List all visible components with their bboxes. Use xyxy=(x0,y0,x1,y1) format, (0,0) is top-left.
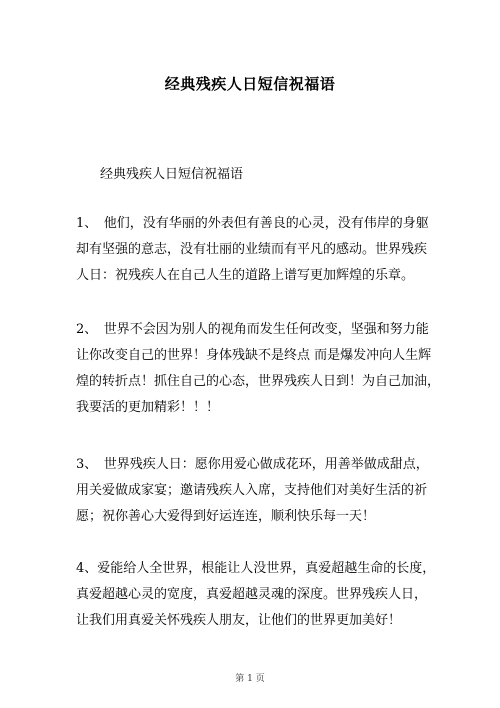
paragraph-line: 煌的转折点！抓住自己的心态，世界残疾人日到！为自己加油， xyxy=(76,374,441,389)
paragraph-line: 3、 世界残疾人日：愿你用爱心做成花环，用善举做成甜点， xyxy=(76,457,429,472)
paragraph-line: 真爱超越心灵的宽度，真爱超越灵魂的深度。世界残疾人日， xyxy=(76,587,428,602)
paragraph-2 xyxy=(76,317,441,421)
paragraph-1 xyxy=(76,211,429,289)
paragraph-line: 却有坚强的意志，没有壮丽的业绩而有平凡的感动。世界残疾 xyxy=(76,242,428,257)
paragraph-line: 我要活的更加精彩！！！ xyxy=(76,400,220,415)
paragraph-line: 让你改变自己的世界！身体残缺不是终点 而是爆发冲向人生辉 xyxy=(76,348,432,363)
paragraph-line: 人日：祝残疾人在自己人生的道路上谱写更加辉煌的乐章。 xyxy=(76,268,415,283)
paragraph-line: 1、 他们，没有华丽的外表但有善良的心灵，没有伟岸的身躯 xyxy=(76,216,429,231)
paragraph-line: 4、爱能给人全世界，根能让人没世界，真爱超越生命的长度， xyxy=(76,561,436,576)
paragraph-line: 2、 世界不会因为别人的视角而发生任何改变，坚强和努力能 xyxy=(76,322,429,337)
document-title: 经典残疾人日短信祝福语 xyxy=(164,75,336,93)
paragraph-line: 让我们用真爱关怀残疾人朋友，让他们的世界更加美好！ xyxy=(76,613,402,628)
paragraph-4 xyxy=(76,556,436,634)
page-number: 第 1 页 xyxy=(235,674,265,684)
paragraph-3 xyxy=(76,452,429,530)
document-subtitle: 经典残疾人日短信祝福语 xyxy=(100,167,244,182)
paragraph-line: 愿；祝你善心大爱得到好运连连，顺利快乐每一天！ xyxy=(76,509,376,524)
paragraph-line: 用关爱做成家宴；邀请残疾人入席，支持他们对美好生活的祈 xyxy=(76,483,428,498)
